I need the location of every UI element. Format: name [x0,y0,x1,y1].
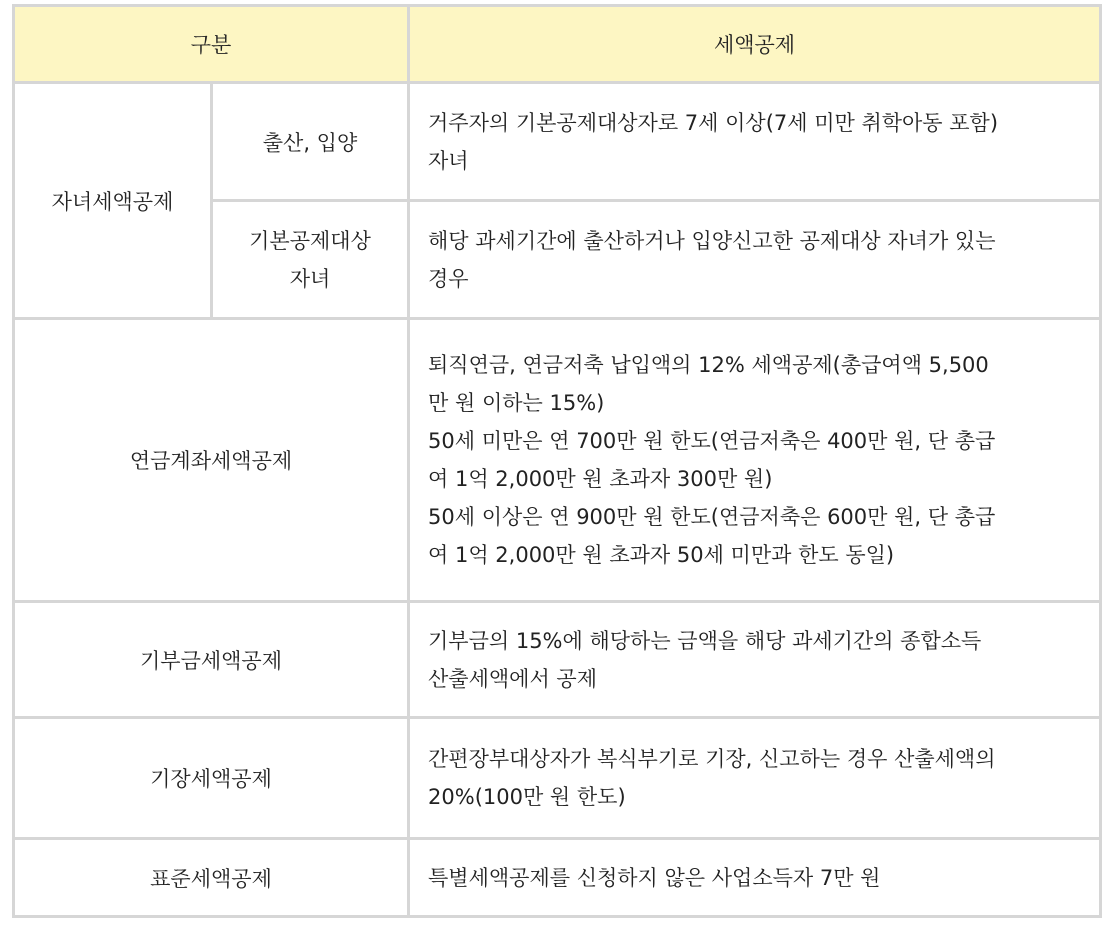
tax-credit-table-wrapper [12,4,1102,918]
desc-birth-adoption [409,83,1101,201]
row-label-child-credit: 자녀세액공제 [14,83,212,319]
desc-bookkeeping [409,718,1101,839]
table-row-donation [14,602,1101,718]
desc-line: 만 원 이하는 15%) [428,391,605,415]
row-label-pension-credit: 연금계좌세액공제 [14,319,409,602]
sublabel-line: 자녀 [289,266,331,291]
sublabel-birth-adoption: 출산, 입양 [212,83,409,201]
desc-line: 여 1억 2,000만 원 초과자 300만 원) [428,467,773,491]
desc-line: 여 1억 2,000만 원 초과자 50세 미만과 한도 동일) [428,543,895,567]
sublabel-line: 기본공제대상 [249,228,371,253]
desc-line: 50세 미만은 연 700만 원 한도(연금저축은 400만 원, 단 총급 [428,429,996,453]
table-row-standard [14,839,1101,917]
header-category: 구분 [14,6,409,83]
desc-line: 기부금의 15%에 해당하는 금액을 해당 과세기간의 종합소득 [428,628,982,653]
desc-line: 산출세액에서 공제 [428,666,597,691]
table-row-pension [14,319,1101,602]
header-deduction: 세액공제 [409,6,1101,83]
desc-line: 거주자의 기본공제대상자로 7세 이상(7세 미만 취학아동 포함) [428,110,999,135]
desc-line: 20%(100만 원 한도) [428,785,626,809]
row-label-bookkeeping-credit: 기장세액공제 [14,718,409,839]
desc-pension [409,319,1101,602]
sublabel-basic-dependent [212,201,409,319]
table-row-child-birth [14,83,1101,201]
desc-line: 특별세액공제를 신청하지 않은 사업소득자 7만 원 [428,865,881,890]
table-row-bookkeeping [14,718,1101,839]
table-header-row [14,6,1101,83]
desc-line: 자녀 [428,148,469,173]
desc-line: 해당 과세기간에 출산하거나 입양신고한 공제대상 자녀가 있는 [428,228,996,253]
desc-line: 50세 이상은 연 900만 원 한도(연금저축은 600만 원, 단 총급 [428,505,996,529]
desc-line: 경우 [428,266,469,291]
desc-donation [409,602,1101,718]
desc-line: 간편장부대상자가 복식부기로 기장, 신고하는 경우 산출세액의 [428,747,996,771]
row-label-donation-credit: 기부금세액공제 [14,602,409,718]
desc-standard [409,839,1101,917]
row-label-standard-credit: 표준세액공제 [14,839,409,917]
tax-credit-table [12,4,1102,918]
desc-basic-dependent [409,201,1101,319]
desc-line: 퇴직연금, 연금저축 납입액의 12% 세액공제(총급여액 5,500 [428,353,989,377]
